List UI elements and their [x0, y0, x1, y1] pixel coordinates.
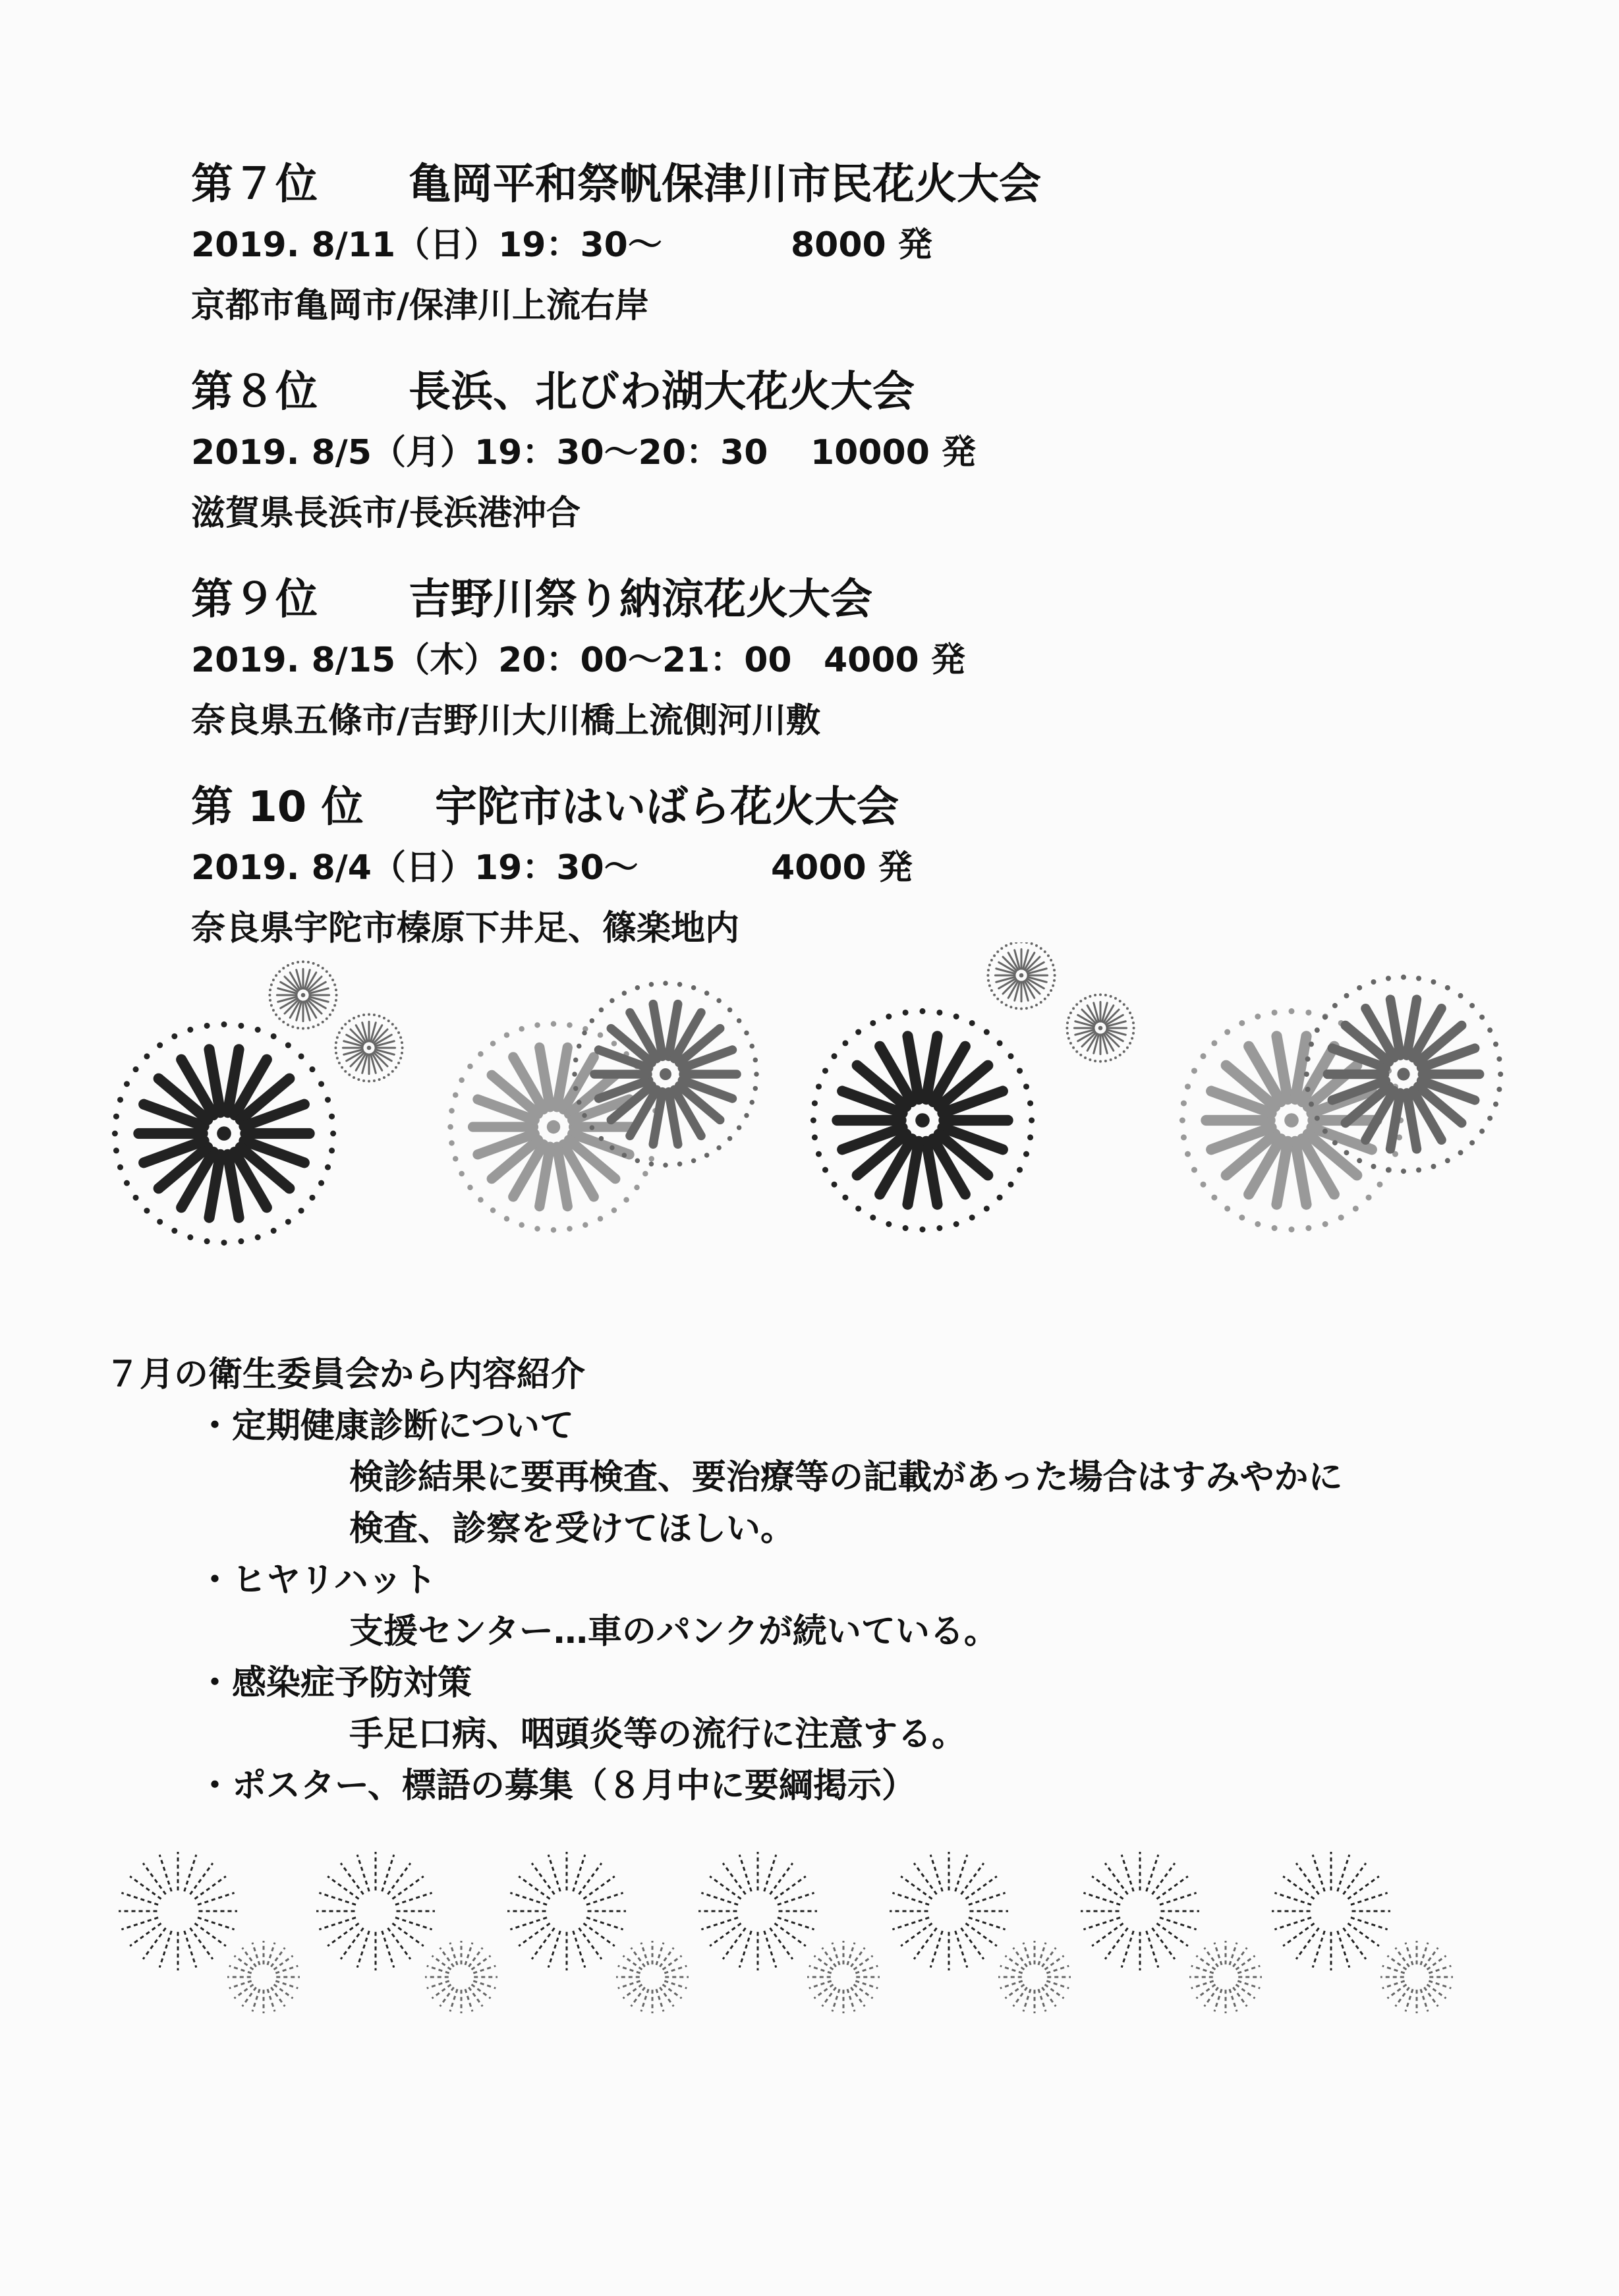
- rank-label: 第８位: [191, 368, 318, 416]
- firework-count: 8000 発: [791, 225, 932, 265]
- committee-title: ７月の衛生委員会から内容紹介: [105, 1355, 586, 1394]
- rank-label: 第９位: [191, 575, 318, 624]
- ranking-entry-7: [191, 158, 1443, 332]
- event-location: 奈良県五條市/吉野川大川橋上流側河川敷: [191, 701, 820, 741]
- sparkle-firework: [807, 1941, 880, 2013]
- event-datetime: 2019. 8/15（木）20：00～21：00: [191, 641, 792, 680]
- sparkle-firework: [119, 1852, 237, 1970]
- ranking-entry-9: [191, 573, 1443, 747]
- event-datetime: 2019. 8/11（日）19：30～: [191, 225, 662, 265]
- sparkle-firework: [698, 1852, 817, 1970]
- committee-item-body-line: 検診結果に要再検査、要治療等の記載があった場合はすみやかに: [349, 1458, 1343, 1497]
- ranking-heading: [191, 366, 1443, 418]
- firework-count: 10000 発: [810, 433, 977, 473]
- firework-burst: [112, 1021, 336, 1246]
- sparkle-firework: [507, 1852, 626, 1970]
- firework-burst: [810, 1008, 1035, 1232]
- ranking-entry-10: [191, 781, 1443, 955]
- ranking-heading: [191, 781, 1443, 834]
- sparkle-firework: [1189, 1941, 1262, 2013]
- rank-label: 第 10 位: [191, 783, 364, 832]
- committee-section: [105, 1351, 1555, 1810]
- sparkle-firework: [1380, 1941, 1453, 2013]
- ranking-heading: [191, 573, 1443, 626]
- committee-item-body-line: 支援センター…車のパンクが続いている。: [349, 1612, 998, 1651]
- event-datetime: 2019. 8/4（日）19：30～: [191, 848, 639, 888]
- event-date-row: [191, 842, 1443, 894]
- event-title: 亀岡平和祭帆保津川市民花火大会: [409, 160, 1041, 209]
- committee-item-near-miss: ・ヒヤリハット: [198, 1561, 437, 1600]
- firework-small-burst: [334, 1013, 403, 1082]
- committee-item-poster-slogan: ・ポスター、標語の募集（８月中に要綱掲示）: [198, 1766, 916, 1806]
- event-title: 吉野川祭り納涼花火大会: [409, 575, 872, 624]
- event-location: 滋賀県長浜市/長浜港沖合: [191, 494, 581, 533]
- sparkle-firework: [316, 1852, 435, 1970]
- event-title: 宇陀市はいばら花火大会: [435, 783, 899, 832]
- firework-small-burst: [268, 960, 337, 1029]
- sparkle-firework: [425, 1941, 497, 2013]
- event-title: 長浜、北びわ湖大花火大会: [409, 368, 915, 416]
- firework-burst: [447, 1021, 659, 1232]
- event-location: 京都市亀岡市/保津川上流右岸: [191, 286, 649, 326]
- sparkle-firework: [227, 1941, 300, 2013]
- ranking-heading: [191, 158, 1443, 211]
- firework-small-burst: [1065, 993, 1135, 1062]
- committee-item-health-check: ・定期健康診断について: [198, 1406, 574, 1446]
- event-location: 奈良県宇陀市榛原下井足、篠楽地内: [191, 909, 740, 948]
- event-date-row: [191, 219, 1443, 272]
- committee-item-infection-prevention: ・感染症予防対策: [198, 1663, 472, 1703]
- sparkle-firework: [998, 1941, 1071, 2013]
- event-datetime: 2019. 8/5（月）19：30～20：30: [191, 433, 768, 473]
- sparkle-firework: [1272, 1852, 1390, 1970]
- sparkle-firework: [890, 1852, 1008, 1970]
- event-date-row: [191, 426, 1443, 479]
- committee-item-body-line: 検査、診察を受けてほしい。: [349, 1509, 795, 1549]
- fireworks-illustration-small: [0, 1845, 1619, 2043]
- sparkle-firework: [616, 1941, 689, 2013]
- ranking-entry-8: [191, 366, 1443, 540]
- firework-small-burst: [986, 942, 1056, 1010]
- event-date-row: [191, 634, 1443, 687]
- rank-label: 第７位: [191, 160, 318, 209]
- committee-item-body-line: 手足口病、咽頭炎等の流行に注意する。: [349, 1715, 967, 1754]
- sparkle-firework: [1081, 1852, 1199, 1970]
- firework-count: 4000 発: [771, 848, 913, 888]
- firework-count: 4000 発: [824, 641, 965, 680]
- firework-burst: [1304, 975, 1503, 1174]
- fireworks-illustration-large: [0, 942, 1619, 1272]
- firework-burst: [572, 981, 759, 1168]
